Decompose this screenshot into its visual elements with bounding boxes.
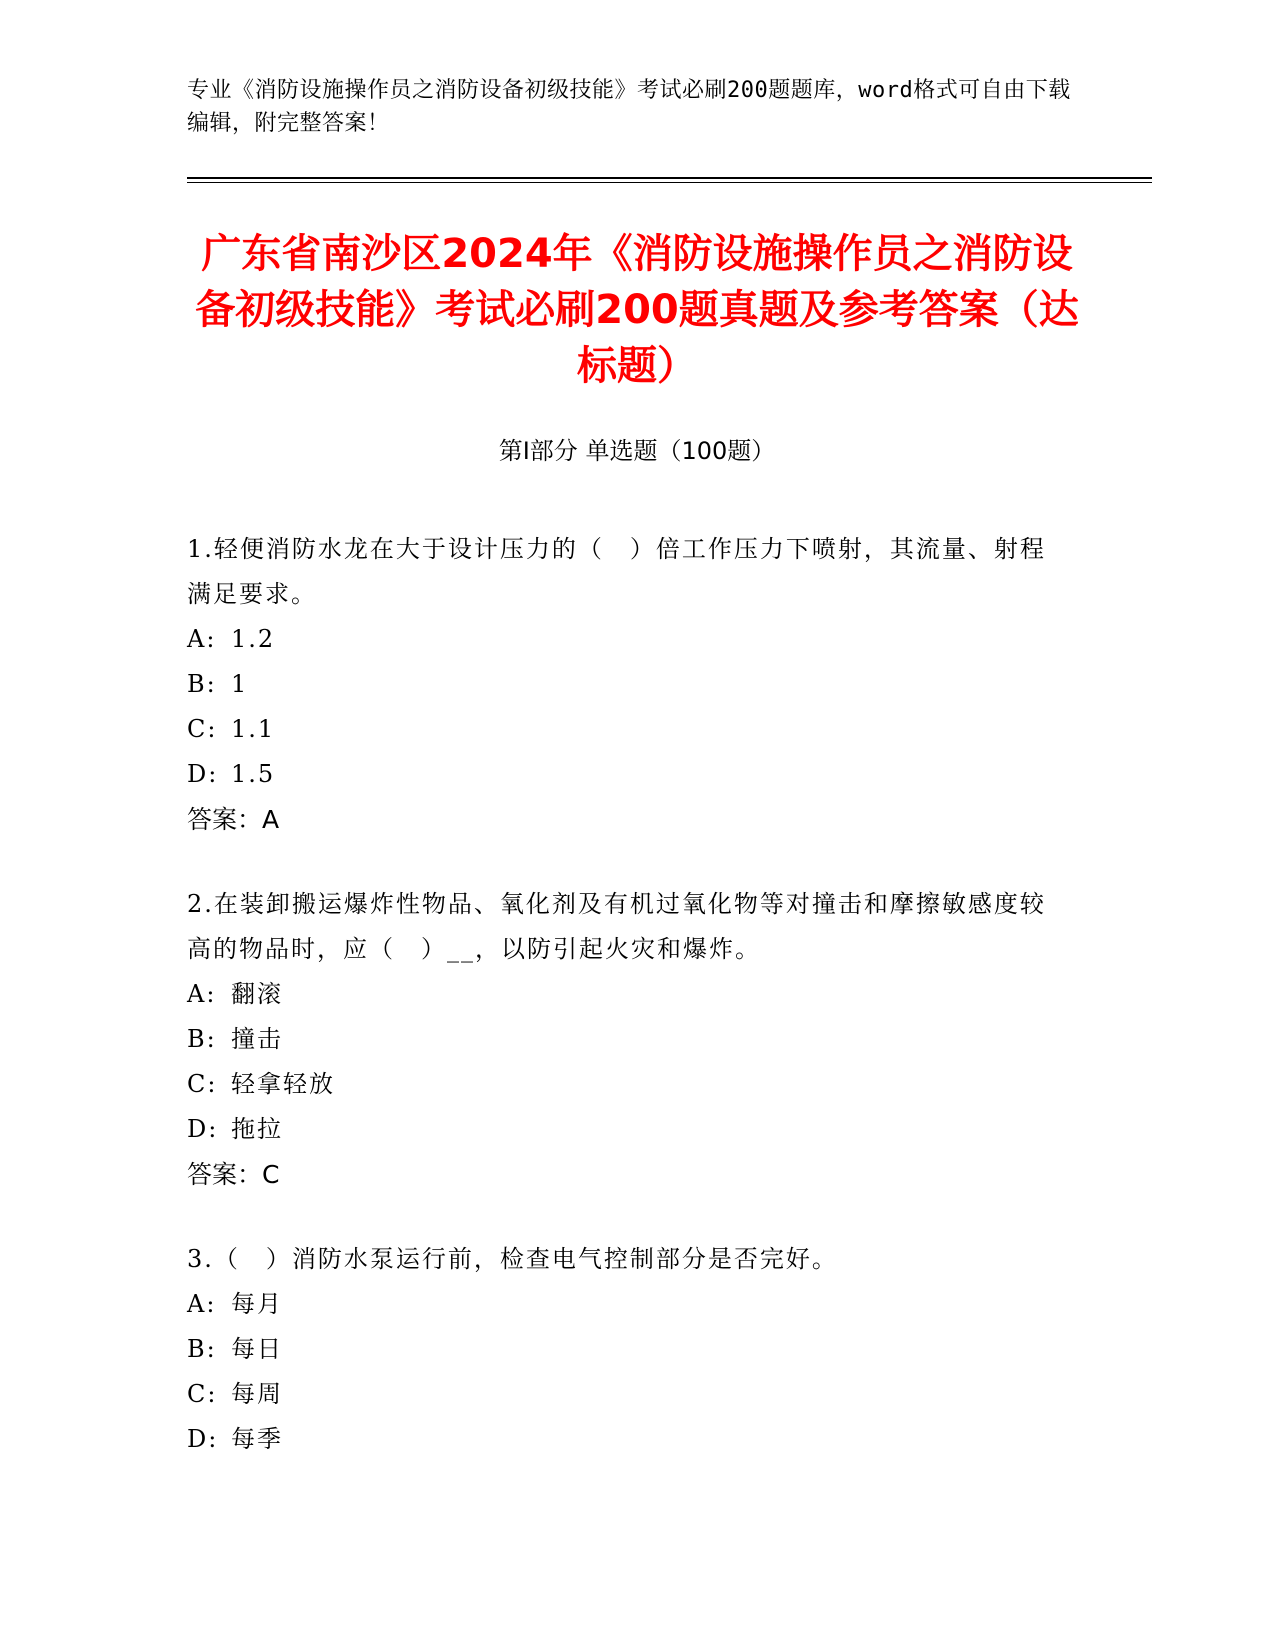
option-d bbox=[187, 1107, 1067, 1152]
option-key: D: bbox=[187, 760, 219, 788]
option-b bbox=[187, 1327, 1067, 1372]
option-key: B: bbox=[187, 670, 217, 698]
option-text: 每月 bbox=[231, 1290, 283, 1318]
option-a bbox=[187, 617, 1067, 662]
option-text: 每周 bbox=[231, 1380, 283, 1408]
option-key: C: bbox=[187, 715, 218, 743]
option-text: 1 bbox=[231, 670, 249, 698]
header-divider-thick bbox=[187, 177, 1152, 179]
option-d bbox=[187, 752, 1067, 797]
option-text: 每季 bbox=[231, 1425, 283, 1453]
option-key: A: bbox=[187, 625, 217, 653]
question-3 bbox=[187, 1237, 1067, 1462]
option-a bbox=[187, 972, 1067, 1017]
option-c bbox=[187, 707, 1067, 752]
option-b bbox=[187, 1017, 1067, 1062]
option-c bbox=[187, 1372, 1067, 1417]
option-text: 1.5 bbox=[231, 760, 276, 788]
option-text: 撞击 bbox=[231, 1025, 283, 1053]
option-d bbox=[187, 1417, 1067, 1462]
option-text: 轻拿轻放 bbox=[231, 1070, 335, 1098]
option-key: C: bbox=[187, 1380, 218, 1408]
option-text: 1.2 bbox=[231, 625, 276, 653]
option-key: D: bbox=[187, 1115, 219, 1143]
answer-line: 答案：C bbox=[187, 1160, 280, 1189]
option-b bbox=[187, 662, 1067, 707]
option-text: 拖拉 bbox=[231, 1115, 283, 1143]
option-key: B: bbox=[187, 1025, 217, 1053]
question-stem: 2.在装卸搬运爆炸性物品、氧化剂及有机过氧化物等对撞击和摩擦敏感度较高的物品时，应（ ）__，以防引起火灾和爆炸。 bbox=[187, 890, 1046, 963]
option-key: D: bbox=[187, 1425, 219, 1453]
document-title: 广东省南沙区2024年《消防设施操作员之消防设备初级技能》考试必刷200题真题及参考答案（达标题） bbox=[195, 231, 1079, 389]
option-key: A: bbox=[187, 1290, 217, 1318]
question-1 bbox=[187, 527, 1067, 842]
option-text: 翻滚 bbox=[231, 980, 283, 1008]
option-key: A: bbox=[187, 980, 217, 1008]
option-text: 1.1 bbox=[231, 715, 276, 743]
answer-line: 答案：A bbox=[187, 805, 280, 834]
option-text: 每日 bbox=[231, 1335, 283, 1363]
question-2 bbox=[187, 882, 1067, 1197]
header-divider-thin bbox=[187, 182, 1152, 183]
question-stem: 3.（ ）消防水泵运行前，检查电气控制部分是否完好。 bbox=[187, 1245, 838, 1273]
option-key: B: bbox=[187, 1335, 217, 1363]
option-a bbox=[187, 1282, 1067, 1327]
option-key: C: bbox=[187, 1070, 218, 1098]
section-title: 第I部分 单选题（100题） bbox=[498, 437, 776, 465]
document-intro: 专业《消防设施操作员之消防设备初级技能》考试必刷200题题库，word格式可自由下载编辑，附完整答案！ bbox=[187, 78, 1071, 136]
question-stem: 1.轻便消防水龙在大于设计压力的（ ）倍工作压力下喷射，其流量、射程满足要求。 bbox=[187, 535, 1046, 608]
option-c bbox=[187, 1062, 1067, 1107]
question-list bbox=[187, 527, 1067, 1502]
